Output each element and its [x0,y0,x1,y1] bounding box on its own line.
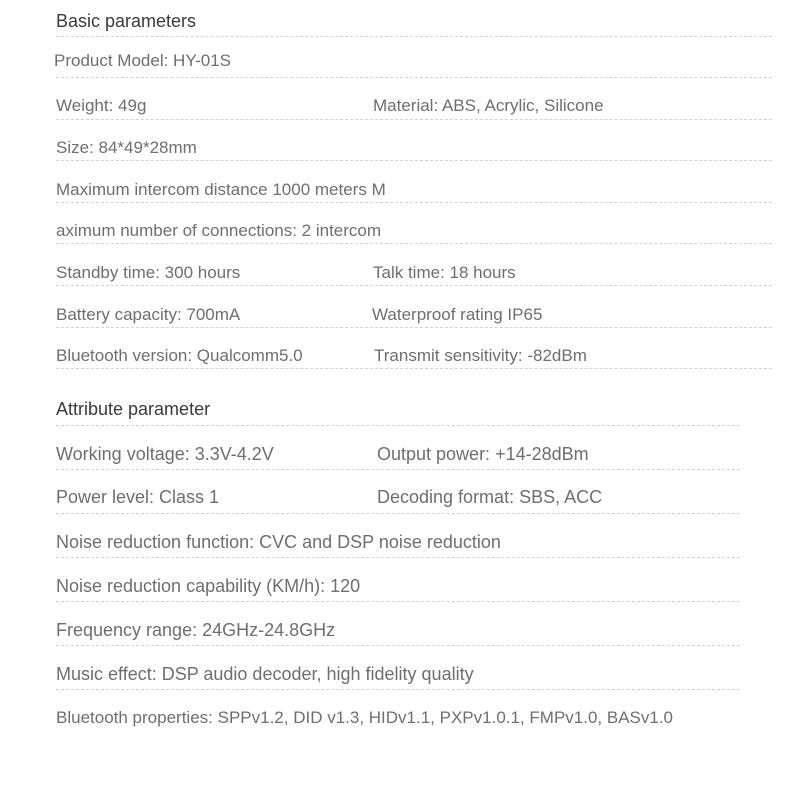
noise-capability-row [56,576,744,596]
frequency-row [56,620,744,640]
product-model: Product Model: HY-01S [54,51,232,70]
divider [56,645,740,646]
transmit-sensitivity: Transmit sensitivity: -82dBm [374,346,587,365]
standby-time: Standby time: 300 hours [56,263,241,282]
music-effect: Music effect: DSP audio decoder, high fidelity quality [56,664,474,684]
weight: Weight: 49g [56,96,147,115]
bluetooth-sensitivity-row [56,346,744,366]
power-decoding-row [56,487,744,507]
music-effect-row [56,664,744,684]
divider [56,243,772,244]
bluetooth-version: Bluetooth version: Qualcomm5.0 [56,346,303,365]
frequency-range: Frequency range: 24GHz-24.8GHz [56,620,336,640]
divider [56,36,772,37]
divider [56,425,740,426]
divider [56,119,772,120]
battery-waterproof-row [56,305,744,325]
divider [56,689,740,690]
decoding-format: Decoding format: SBS, ACC [377,487,603,507]
intercom-distance-row [56,180,744,200]
divider [56,285,772,286]
connections-row [56,221,744,241]
divider [56,77,772,78]
noise-reduction-capability: Noise reduction capability (KM/h): 120 [56,576,361,596]
bluetooth-properties: Bluetooth properties: SPPv1.2, DID v1.3, HIDv1.1, PXPv1.0.1, FMPv1.0, BASv1.0 [56,708,674,727]
size-row [56,138,744,158]
product-model-row [54,51,744,71]
divider [56,327,772,328]
divider [56,557,740,558]
connections: aximum number of connections: 2 intercom [56,221,382,240]
weight-material-row [56,96,744,116]
basic-parameters-heading: Basic parameters [56,11,197,31]
divider [56,513,740,514]
intercom-distance: Maximum intercom distance 1000 meters M [56,180,386,199]
talk-time: Talk time: 18 hours [373,263,516,282]
divider [56,469,740,470]
divider [56,202,772,203]
divider [56,368,772,369]
power-level: Power level: Class 1 [56,487,220,507]
material: Material: ABS, Acrylic, Silicone [373,96,604,115]
battery-capacity: Battery capacity: 700mA [56,305,241,324]
voltage-output-row [56,444,744,464]
bluetooth-properties-row [56,708,780,728]
output-power: Output power: +14-28dBm [377,444,589,464]
attribute-parameter-heading: Attribute parameter [56,399,211,419]
standby-talk-row [56,263,744,283]
divider [56,601,740,602]
noise-reduction-function: Noise reduction function: CVC and DSP noise reduction [56,532,501,552]
working-voltage: Working voltage: 3.3V-4.2V [56,444,274,464]
size: Size: 84*49*28mm [56,138,197,157]
divider [56,160,772,161]
noise-function-row [56,532,744,552]
waterproof-rating: Waterproof rating IP65 [372,305,543,324]
